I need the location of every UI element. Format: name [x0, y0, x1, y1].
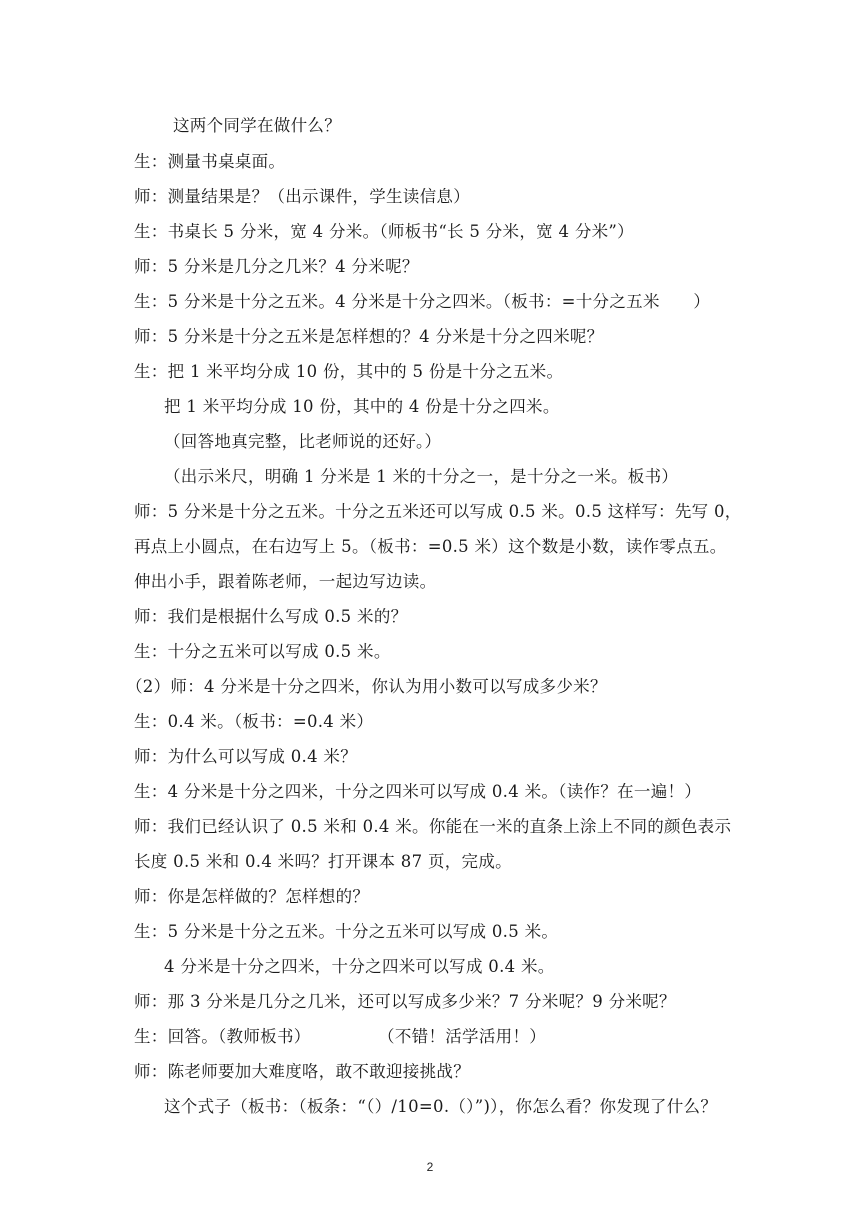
text-line: 这个式子（板书：（板条：“（）/10=0.（）”)），你怎么看？你发现了什么？ — [164, 1097, 718, 1116]
text-line: 长度 0.5 米和 0.4 米吗？打开课本 87 页，完成。 — [134, 852, 512, 871]
text-line: 师：为什么可以写成 0.4 米？ — [134, 747, 358, 766]
text-line: 生：4 分米是十分之四米，十分之四米可以写成 0.4 米。（读作？在一遍！） — [134, 782, 702, 801]
text-line: 师：陈老师要加大难度咯，敢不敢迎接挑战？ — [134, 1062, 470, 1081]
text-line: 把 1 米平均分成 10 份，其中的 4 份是十分之四米。 — [164, 397, 560, 416]
text-line: 生：测量书桌桌面。 — [134, 152, 286, 171]
page-number: 2 — [426, 1160, 434, 1174]
text-line: 生：5 分米是十分之五米。十分之五米可以写成 0.5 米。 — [134, 922, 559, 941]
text-line: 再点上小圆点，在右边写上 5。（板书：=0.5 米）这个数是小数，读作零点五。 — [134, 537, 727, 556]
text-line: 生：书桌长 5 分米，宽 4 分米。（师板书“长 5 分米，宽 4 分米”） — [134, 222, 634, 241]
text-line: （回答地真完整，比老师说的还好。） — [164, 432, 442, 451]
text-line: 伸出小手，跟着陈老师，一起边写边读。 — [134, 572, 437, 591]
text-line: 4 分米是十分之四米，十分之四米可以写成 0.4 米。 — [164, 957, 555, 976]
text-line: 师：5 分米是十分之五米是怎样想的？4 分米是十分之四米呢？ — [134, 327, 604, 346]
text-line: （出示米尺，明确 1 分米是 1 米的十分之一，是十分之一米。板书） — [164, 467, 679, 486]
text-line: 生：5 分米是十分之五米。4 分米是十分之四米。（板书：=十分之五米 ） — [134, 292, 711, 311]
text-line: 这两个同学在做什么？ — [173, 116, 341, 135]
text-line: 生：0.4 米。（板书：=0.4 米） — [134, 712, 374, 731]
text-line: 生：回答。（教师板书） （不错！活学活用！） — [134, 1027, 547, 1046]
text-line: 师：那 3 分米是几分之几米，还可以写成多少米？7 分米呢？9 分米呢？ — [134, 992, 676, 1011]
text-line: 师：5 分米是十分之五米。十分之五米还可以写成 0.5 米。0.5 这样写：先写 0， — [134, 502, 742, 521]
text-line: 师：你是怎样做的？怎样想的？ — [134, 887, 370, 906]
text-line: 师：5 分米是几分之几米？4 分米呢？ — [134, 257, 419, 276]
text-line: （2）师：4 分米是十分之四米，你认为用小数可以写成多少米？ — [126, 677, 607, 696]
text-line: 师：我们已经认识了 0.5 米和 0.4 米。你能在一米的直条上涂上不同的颜色表示 — [134, 817, 732, 836]
text-line: 生：把 1 米平均分成 10 份，其中的 5 份是十分之五米。 — [134, 362, 564, 381]
text-line: 师：测量结果是？（出示课件，学生读信息） — [134, 187, 470, 206]
text-line: 师：我们是根据什么写成 0.5 米的？ — [134, 607, 408, 626]
text-line: 生：十分之五米可以写成 0.5 米。 — [134, 642, 391, 661]
